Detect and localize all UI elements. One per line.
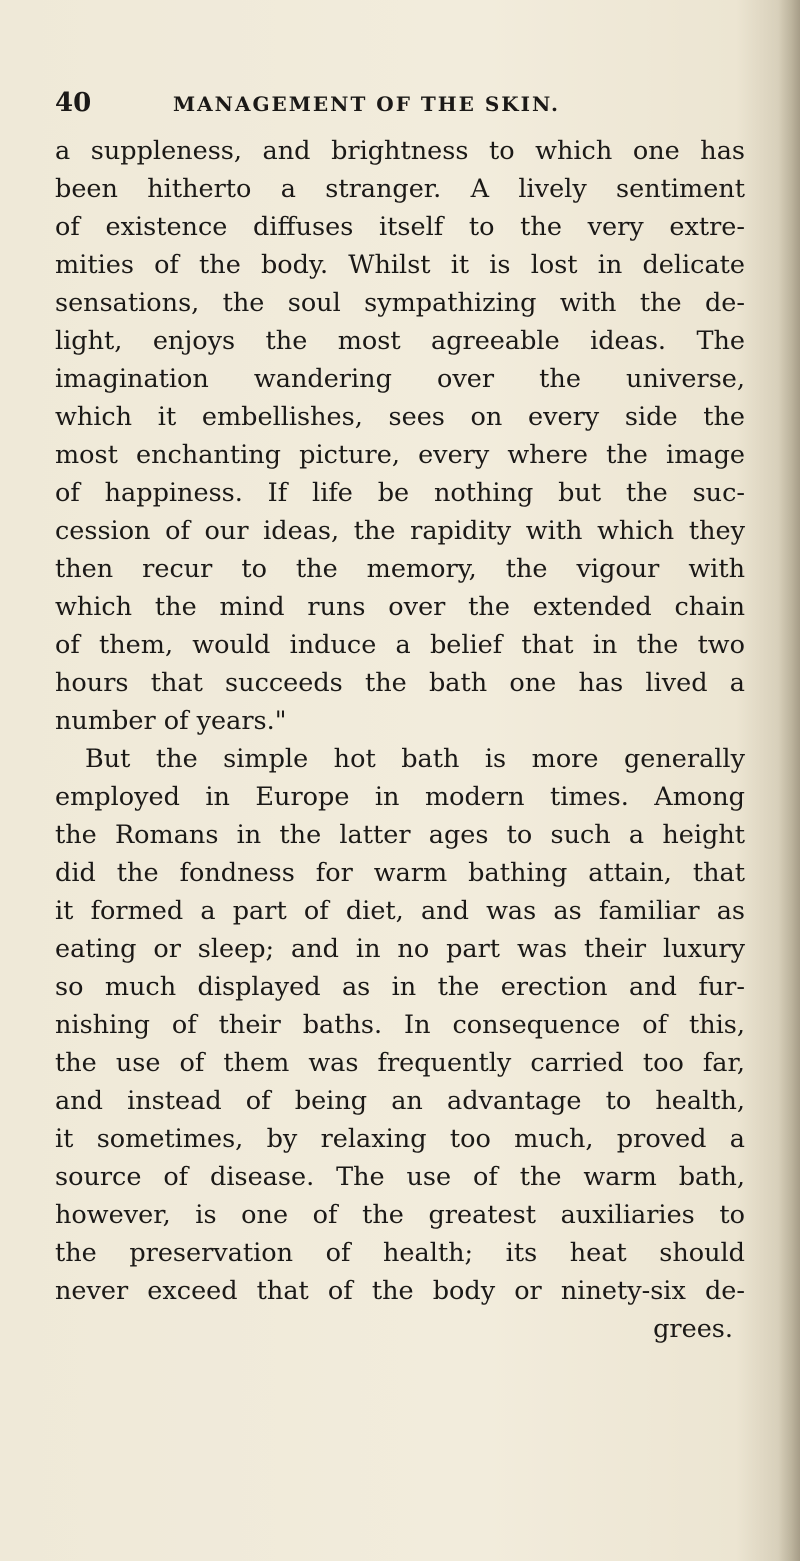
- body-text: [55, 132, 745, 1348]
- text-line: cession of our ideas, the rapidity with which they: [55, 516, 745, 546]
- text-line: which it embellishes, sees on every side the: [55, 402, 745, 432]
- hyphenated-continuation-line: grees.: [653, 1314, 733, 1344]
- text-line: light, enjoys the most agreeable ideas. The: [55, 326, 745, 356]
- text-line: a suppleness, and brightness to which one has: [55, 136, 745, 166]
- text-line: sensations, the soul sympathizing with the de-: [55, 288, 745, 318]
- text-line: employed in Europe in modern times. Among: [55, 782, 745, 812]
- text-line: hours that succeeds the bath one has lived a: [55, 668, 745, 698]
- text-line: of them, would induce a belief that in the two: [55, 630, 745, 660]
- paragraph-start-line: But the simple hot bath is more generally: [85, 744, 745, 774]
- text-line: never exceed that of the body or ninety-six de-: [55, 1276, 745, 1306]
- text-line: the preservation of health; its heat should: [55, 1238, 745, 1268]
- text-line: most enchanting picture, every where the image: [55, 440, 745, 470]
- text-line: did the fondness for warm bathing attain, that: [55, 858, 745, 888]
- text-line: the use of them was frequently carried too far,: [55, 1048, 745, 1078]
- text-line: imagination wandering over the universe,: [55, 364, 745, 394]
- page-number: 40: [55, 88, 92, 118]
- text-line: which the mind runs over the extended chain: [55, 592, 745, 622]
- page-edge-shadow: [778, 0, 800, 1561]
- paragraph-end-line: number of years.": [55, 706, 287, 736]
- text-line: and instead of being an advantage to health,: [55, 1086, 745, 1116]
- text-line: of existence diffuses itself to the very extre-: [55, 212, 745, 242]
- running-head: MANAGEMENT OF THE SKIN.: [173, 92, 561, 116]
- text-line: source of disease. The use of the warm bath,: [55, 1162, 745, 1192]
- text-line: eating or sleep; and in no part was their luxury: [55, 934, 745, 964]
- text-line: it formed a part of diet, and was as familiar as: [55, 896, 745, 926]
- text-line: mities of the body. Whilst it is lost in delicate: [55, 250, 745, 280]
- text-line: of happiness. If life be nothing but the suc-: [55, 478, 745, 508]
- page-header: [55, 88, 705, 122]
- text-line: been hitherto a stranger. A lively sentiment: [55, 174, 745, 204]
- text-line: the Romans in the latter ages to such a height: [55, 820, 745, 850]
- text-line: then recur to the memory, the vigour with: [55, 554, 745, 584]
- text-line: nishing of their baths. In consequence of this,: [55, 1010, 745, 1040]
- text-line: it sometimes, by relaxing too much, proved a: [55, 1124, 745, 1154]
- text-line: so much displayed as in the erection and fur-: [55, 972, 745, 1002]
- text-line: however, is one of the greatest auxiliaries to: [55, 1200, 745, 1230]
